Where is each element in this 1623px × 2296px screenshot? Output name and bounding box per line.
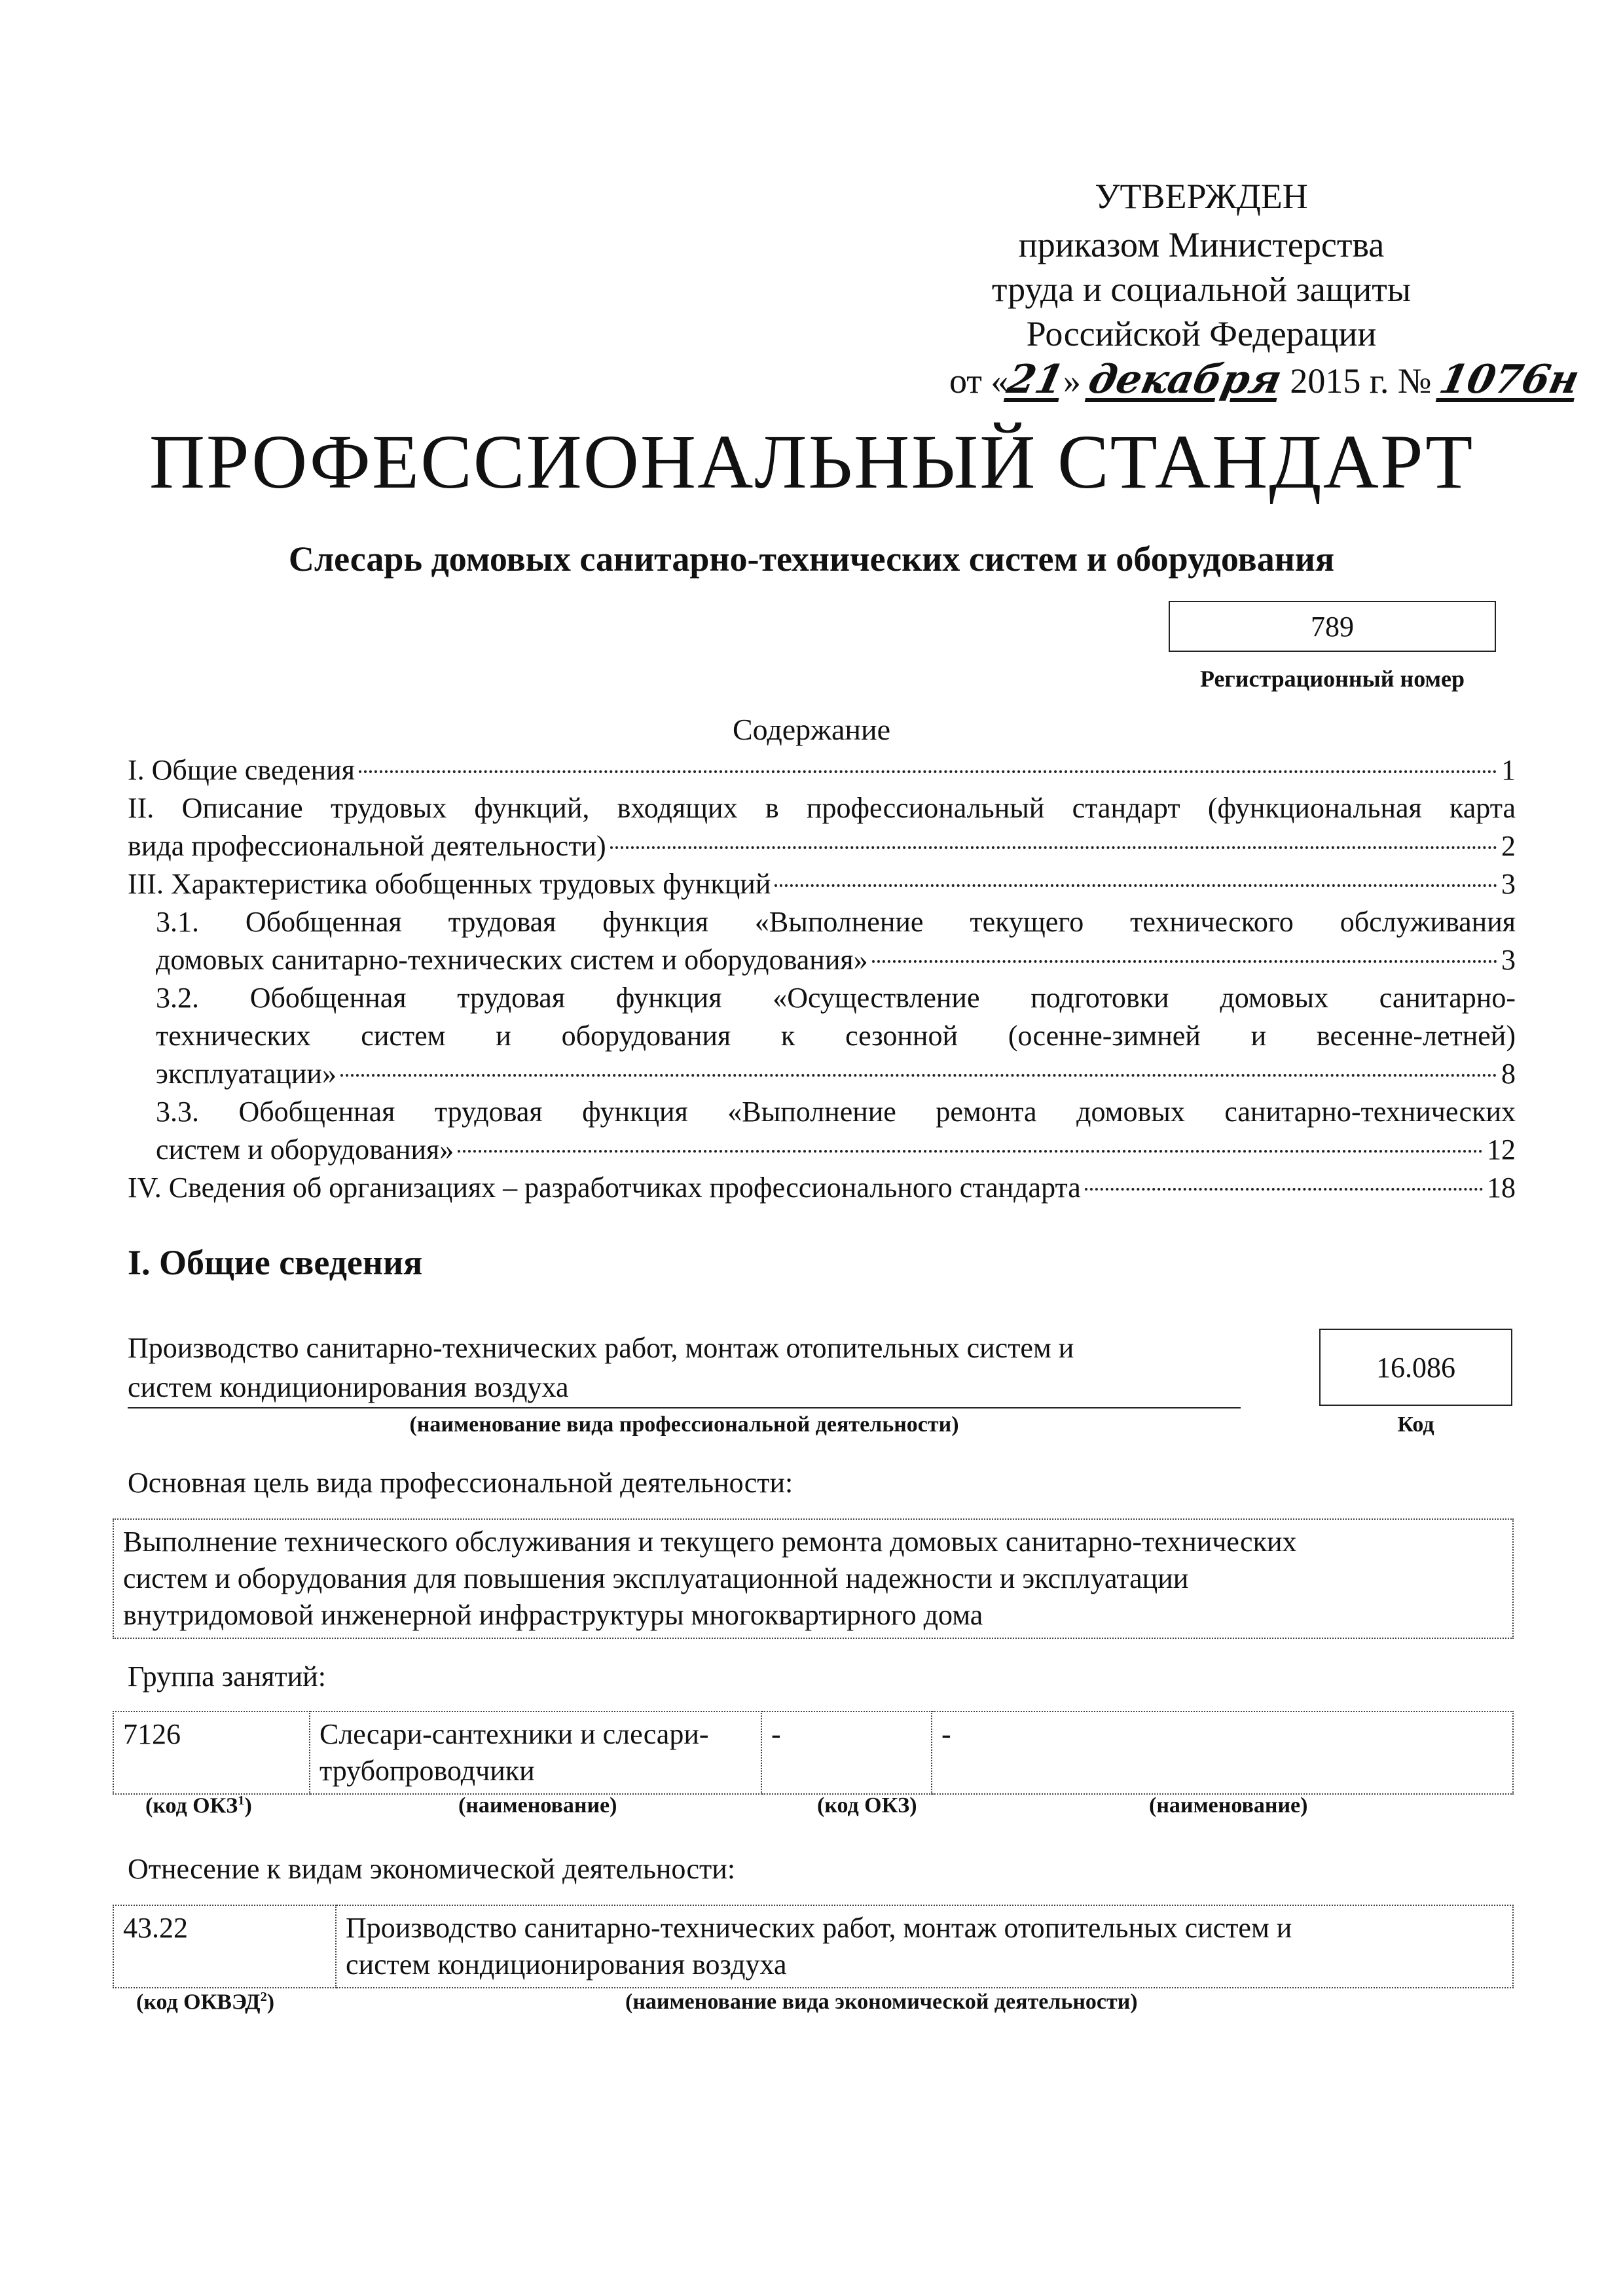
registration-label: Регистрационный номер: [1199, 666, 1465, 692]
toc-leader: [359, 770, 1497, 773]
okz-caption-end: ): [244, 1793, 252, 1818]
footnote-mark-2: 2: [260, 1990, 267, 2004]
toc-item-text: систем и оборудования»: [156, 1134, 454, 1166]
toc-item-text: вида профессиональной деятельности): [128, 830, 606, 862]
toc-item-text: III. Характеристика обобщенных трудовых функций: [128, 868, 771, 900]
toc-heading: Содержание: [732, 713, 891, 746]
occupation-group-table: [113, 1711, 1514, 1795]
occupation-name-1: [310, 1712, 761, 1794]
document-title: ПРОФЕССИОНАЛЬНЫЙ СТАНДАРТ: [149, 419, 1474, 505]
date-day-handwritten: 21: [1003, 357, 1068, 403]
occupation-name-caption-2: (наименование): [1149, 1793, 1308, 1818]
okz-code-1: 7126: [113, 1712, 310, 1794]
table-row: [113, 1905, 1513, 1988]
occupation-name-1-line2: трубопроводчики: [319, 1755, 535, 1787]
okz-caption-text: (код ОКЗ: [145, 1793, 238, 1818]
group-label: Группа занятий:: [128, 1660, 326, 1693]
goal-label: Основная цель вида профессиональной деятельности:: [128, 1467, 793, 1499]
date-prefix: от «: [949, 361, 1009, 401]
economic-activity-table: [113, 1905, 1514, 1988]
footnote-mark-1: 1: [238, 1793, 245, 1808]
activity-code: 16.086: [1376, 1351, 1455, 1384]
code-caption: Код: [1397, 1412, 1434, 1437]
activity-name-line1: Производство санитарно-технических работ, монтаж отопительных систем и: [128, 1332, 1074, 1364]
toc-leader: [872, 960, 1497, 963]
toc-leader: [340, 1074, 1497, 1077]
activity-name-line2: систем кондиционирования воздуха: [128, 1371, 569, 1403]
toc-item-page: 18: [1487, 1172, 1516, 1204]
toc-item-page: 3: [1501, 944, 1516, 976]
toc-item-page: 3: [1501, 868, 1516, 900]
toc-item-text: эксплуатации»: [156, 1058, 337, 1090]
date-mid: »: [1063, 361, 1081, 401]
toc-item-3-3[interactable]: [156, 1093, 1516, 1169]
toc-item-1[interactable]: [128, 751, 1516, 789]
goal-text: [113, 1519, 1513, 1638]
economic-activity-name: [336, 1905, 1513, 1988]
goal-line2: систем и оборудования для повышения эксплуатационной надежности и эксплуатации: [123, 1562, 1189, 1594]
occupation-name-caption: (наименование): [458, 1793, 617, 1818]
economic-activity-name-line1: Производство санитарно-технических работ, монтаж отопительных систем и: [346, 1912, 1292, 1944]
okved-caption-text: (код ОКВЭД: [136, 1990, 261, 2015]
toc-item-3[interactable]: [128, 865, 1516, 903]
toc-item-text-line1: 3.1. Обобщенная трудовая функция «Выполнение текущего технического обслуживания: [156, 906, 1516, 938]
approval-title: УТВЕРЖДЕН: [1095, 177, 1308, 216]
okved-code: 43.22: [113, 1905, 336, 1988]
okved-code-caption: [136, 1990, 274, 2015]
okz-code-caption: [145, 1793, 252, 1818]
toc-item-page: 2: [1501, 830, 1516, 862]
toc-item-text-line2: технических систем и оборудования к сезонной (осенне-зимней и весенне-летней): [156, 1020, 1516, 1052]
toc-item-page: 1: [1501, 754, 1516, 786]
toc-leader: [610, 846, 1497, 849]
toc-item-page: 12: [1487, 1134, 1516, 1166]
toc-item-text: домовых санитарно-технических систем и оборудования»: [156, 944, 868, 976]
economic-activity-name-line2: систем кондиционирования воздуха: [346, 1948, 787, 1981]
toc-item-text: IV. Сведения об организациях – разработчиках профессионального стандарта: [128, 1172, 1081, 1204]
toc-leader: [1085, 1188, 1483, 1191]
toc-item-3-2[interactable]: [156, 979, 1516, 1093]
okved-caption-end: ): [266, 1990, 275, 2015]
approval-line-3: труда и социальной защиты: [991, 270, 1412, 309]
toc-leader: [458, 1150, 1483, 1153]
date-year: 2015 г. №: [1290, 361, 1432, 401]
toc-item-2[interactable]: [128, 789, 1516, 865]
goal-box: [113, 1518, 1514, 1639]
approval-line-4: Российской Федерации: [1026, 314, 1377, 353]
date-month-handwritten: декабря: [1084, 357, 1286, 403]
document-subtitle: Слесарь домовых санитарно-технических систем и оборудования: [288, 539, 1335, 579]
goal-line3: внутридомовой инженерной инфраструктуры многоквартирного дома: [123, 1599, 983, 1631]
occupation-name-2: -: [932, 1712, 1513, 1794]
activity-code-box: [1319, 1329, 1512, 1406]
toc-item-4[interactable]: [128, 1169, 1516, 1207]
okz-code-caption-2: (код ОКЗ): [817, 1793, 917, 1818]
toc-item-text-line1: 3.2. Обобщенная трудовая функция «Осуществление подготовки домовых санитарно-: [156, 982, 1516, 1014]
toc-item-text: I. Общие сведения: [128, 754, 356, 786]
occupation-name-1-line1: Слесари-сантехники и слесари-: [319, 1718, 709, 1750]
section-heading: I. Общие сведения: [128, 1243, 423, 1282]
approval-date: [949, 357, 1584, 403]
table-row: [113, 1712, 1513, 1794]
approval-line-2: приказом Министерства: [1018, 225, 1385, 264]
okved-label: Отнесение к видам экономической деятельности:: [128, 1853, 736, 1885]
activity-underline: [128, 1407, 1241, 1408]
activity-caption: (наименование вида профессиональной деятельности): [409, 1412, 959, 1437]
toc-item-3-1[interactable]: [156, 903, 1516, 979]
registration-number: 789: [1311, 610, 1354, 643]
activity-name: [128, 1329, 1241, 1407]
goal-line1: Выполнение технического обслуживания и текущего ремонта домовых санитарно-технических: [123, 1526, 1297, 1558]
registration-number-box: [1169, 601, 1496, 652]
toc-item-text-line1: 3.3. Обобщенная трудовая функция «Выполнение ремонта домовых санитарно-технических: [156, 1096, 1516, 1128]
okz-code-2: -: [761, 1712, 932, 1794]
order-number-handwritten: 1076н: [1435, 357, 1584, 403]
toc-item-page: 8: [1501, 1058, 1516, 1090]
economic-activity-caption: (наименование вида экономической деятельности): [625, 1990, 1138, 2014]
toc-leader: [775, 884, 1497, 887]
toc-item-text-line1: II. Описание трудовых функций, входящих в профессиональный стандарт (функциональная карта: [128, 792, 1516, 824]
